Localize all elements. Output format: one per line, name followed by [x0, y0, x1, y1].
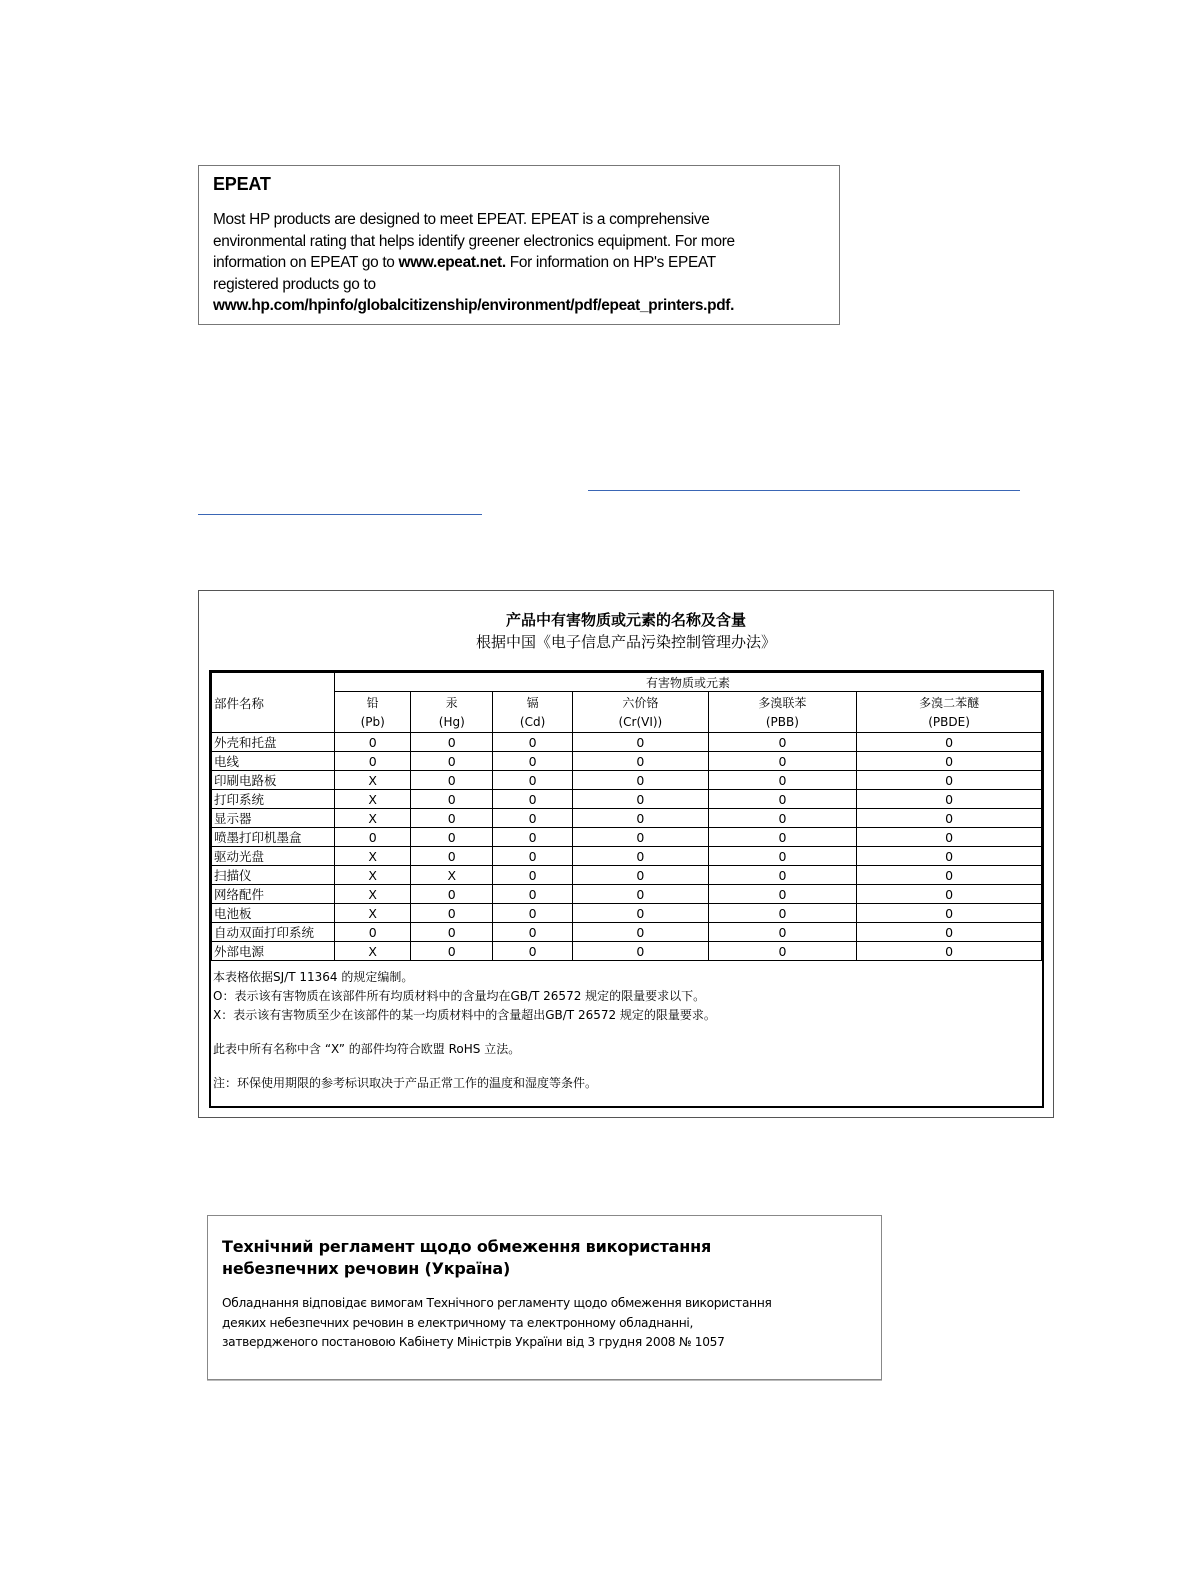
substance-value: X [335, 771, 411, 790]
substance-value: 0 [493, 752, 573, 771]
substance-column-header: 多溴二苯醚 [857, 692, 1042, 713]
substance-value: 0 [573, 866, 709, 885]
rohs-note: O：表示该有害物质在该部件所有均质材料中的含量均在GB/T 26572 规定的限量要求以下。 [213, 989, 706, 1003]
china-rohs-box [198, 590, 1054, 1118]
substance-value: 0 [411, 771, 493, 790]
substance-group-header: 有害物质或元素 [335, 673, 1042, 692]
substance-value: 0 [708, 752, 856, 771]
table-row [212, 733, 1042, 752]
substance-value: 0 [708, 790, 856, 809]
substance-value: 0 [708, 828, 856, 847]
substance-value: X [335, 809, 411, 828]
rohs-table [211, 672, 1042, 961]
substance-value: 0 [335, 828, 411, 847]
part-name: 驱动光盘 [212, 847, 335, 866]
part-name: 电线 [212, 752, 335, 771]
epeat-box [198, 165, 840, 325]
substance-value: 0 [411, 809, 493, 828]
substance-value: 0 [493, 923, 573, 942]
substance-value: 0 [857, 866, 1042, 885]
substance-value: 0 [857, 771, 1042, 790]
substance-value: 0 [493, 828, 573, 847]
table-row [212, 942, 1042, 961]
epeat-body [213, 209, 825, 317]
epeat-line: environmental rating that helps identify greener electronics equipment. For more [213, 232, 735, 250]
substance-value: 0 [708, 885, 856, 904]
substance-value: 0 [493, 790, 573, 809]
table-row [212, 904, 1042, 923]
epeat-line: Most HP products are designed to meet EPEAT. EPEAT is a comprehensive [213, 211, 710, 228]
substance-column-header: 汞 [411, 692, 493, 713]
substance-value: 0 [708, 942, 856, 961]
rohs-table-frame [209, 670, 1044, 1108]
substance-symbol: (PBDE) [857, 712, 1042, 733]
ukraine-body-line: деяких небезпечних речовин в електричному та електронному обладнанні, [222, 1315, 694, 1330]
substance-value: 0 [857, 885, 1042, 904]
table-row [212, 771, 1042, 790]
substance-value: 0 [573, 828, 709, 847]
substance-value: 0 [857, 828, 1042, 847]
substance-value: X [335, 847, 411, 866]
substance-value: 0 [573, 885, 709, 904]
link-underline[interactable] [588, 490, 1020, 491]
substance-value: 0 [411, 904, 493, 923]
table-row [212, 866, 1042, 885]
link-underline[interactable] [198, 514, 482, 515]
rohs-subtitle: 根据中国《电子信息产品污染控制管理办法》 [475, 633, 776, 651]
substance-value: 0 [493, 809, 573, 828]
substance-value: 0 [493, 733, 573, 752]
substance-value: 0 [411, 923, 493, 942]
part-name: 外壳和托盘 [212, 733, 335, 752]
substance-value: 0 [493, 847, 573, 866]
substance-value: 0 [708, 866, 856, 885]
substance-value: 0 [493, 866, 573, 885]
rohs-note: 注：环保使用期限的参考标识取决于产品正常工作的温度和湿度等条件。 [213, 1076, 598, 1090]
substance-symbol: (Hg) [411, 712, 493, 733]
substance-symbol: (Pb) [335, 712, 411, 733]
epeat-site-link[interactable]: www.epeat.net. [398, 254, 506, 271]
substance-value: 0 [411, 752, 493, 771]
substance-value: 0 [857, 847, 1042, 866]
substance-value: 0 [857, 904, 1042, 923]
part-name-header: 部件名称 [212, 673, 335, 733]
substance-value: 0 [708, 847, 856, 866]
substance-value: 0 [708, 733, 856, 752]
epeat-url[interactable] [213, 295, 825, 317]
substance-value: 0 [411, 790, 493, 809]
substance-value: 0 [573, 942, 709, 961]
substance-value: 0 [573, 923, 709, 942]
table-row [212, 809, 1042, 828]
ukraine-body-line: затвердженого постановою Кабінету Міністрів України від 3 грудня 2008 № 1057 [222, 1335, 725, 1349]
substance-value: 0 [493, 771, 573, 790]
substance-value: 0 [411, 942, 493, 961]
ukraine-body-line: Обладнання відповідає вимогам Технічного регламенту щодо обмеження використання [222, 1296, 772, 1310]
substance-column-header: 铅 [335, 692, 411, 713]
ukraine-body [222, 1294, 867, 1353]
epeat-line: registered products go to [213, 275, 376, 293]
substance-value: X [335, 904, 411, 923]
table-row [212, 847, 1042, 866]
substance-value: 0 [708, 923, 856, 942]
substance-symbol: (Cr(VI)) [573, 712, 709, 733]
substance-value: 0 [335, 923, 411, 942]
substance-value: 0 [411, 885, 493, 904]
part-name: 扫描仪 [212, 866, 335, 885]
epeat-url-text[interactable]: www.hp.com/hpinfo/globalcitizenship/environment/pdf/epeat_printers.pdf. [213, 297, 735, 314]
substance-column-header: 镉 [493, 692, 573, 713]
rohs-notes [213, 968, 716, 1093]
part-name: 打印系统 [212, 790, 335, 809]
substance-value: 0 [493, 942, 573, 961]
substance-value: X [335, 942, 411, 961]
epeat-line [213, 252, 825, 274]
part-name: 网络配件 [212, 885, 335, 904]
substance-value: 0 [493, 885, 573, 904]
substance-value: 0 [857, 752, 1042, 771]
substance-value: 0 [857, 942, 1042, 961]
part-name: 喷墨打印机墨盒 [212, 828, 335, 847]
ukraine-rohs-box [207, 1215, 882, 1380]
substance-value: X [335, 866, 411, 885]
substance-column-header: 多溴联苯 [708, 692, 856, 713]
part-name: 自动双面打印系统 [212, 923, 335, 942]
ukraine-title-line: небезпечних речовин (Україна) [222, 1259, 511, 1278]
substance-value: 0 [573, 904, 709, 923]
substance-column-header: 六价铬 [573, 692, 709, 713]
table-row [212, 752, 1042, 771]
substance-value: 0 [573, 752, 709, 771]
substance-value: 0 [335, 733, 411, 752]
part-name: 电池板 [212, 904, 335, 923]
epeat-title: EPEAT [213, 174, 271, 194]
substance-value: 0 [708, 771, 856, 790]
epeat-text: For information on HP's EPEAT [505, 254, 716, 271]
ukraine-title [222, 1236, 867, 1280]
substance-value: 0 [573, 733, 709, 752]
table-row [212, 885, 1042, 904]
rohs-note: 本表格依据SJ/T 11364 的规定编制。 [213, 970, 414, 984]
substance-value: 0 [573, 809, 709, 828]
substance-value: 0 [411, 733, 493, 752]
substance-value: 0 [411, 828, 493, 847]
part-name: 显示器 [212, 809, 335, 828]
substance-value: 0 [857, 790, 1042, 809]
substance-value: 0 [857, 733, 1042, 752]
ukraine-title-line: Технічний регламент щодо обмеження використання [222, 1237, 712, 1256]
epeat-text: information on EPEAT go to [213, 254, 399, 271]
substance-value: 0 [857, 923, 1042, 942]
substance-value: 0 [708, 904, 856, 923]
part-name: 印刷电路板 [212, 771, 335, 790]
substance-value: X [335, 790, 411, 809]
table-row [212, 923, 1042, 942]
substance-value: 0 [573, 847, 709, 866]
substance-value: X [335, 885, 411, 904]
table-row [212, 828, 1042, 847]
substance-value: 0 [411, 847, 493, 866]
part-name: 外部电源 [212, 942, 335, 961]
substance-value: 0 [573, 790, 709, 809]
rohs-title: 产品中有害物质或元素的名称及含量 [505, 611, 746, 629]
rohs-note: X：表示该有害物质至少在该部件的某一均质材料中的含量超出GB/T 26572 规定的限量要求。 [213, 1008, 716, 1022]
rohs-note: 此表中所有名称中含 “X” 的部件均符合欧盟 RoHS 立法。 [213, 1042, 521, 1056]
substance-value: 0 [573, 771, 709, 790]
substance-symbol: (PBB) [708, 712, 856, 733]
substance-value: X [411, 866, 493, 885]
substance-value: 0 [857, 809, 1042, 828]
substance-value: 0 [708, 809, 856, 828]
table-row [212, 790, 1042, 809]
substance-value: 0 [493, 904, 573, 923]
substance-symbol: (Cd) [493, 712, 573, 733]
substance-value: 0 [335, 752, 411, 771]
